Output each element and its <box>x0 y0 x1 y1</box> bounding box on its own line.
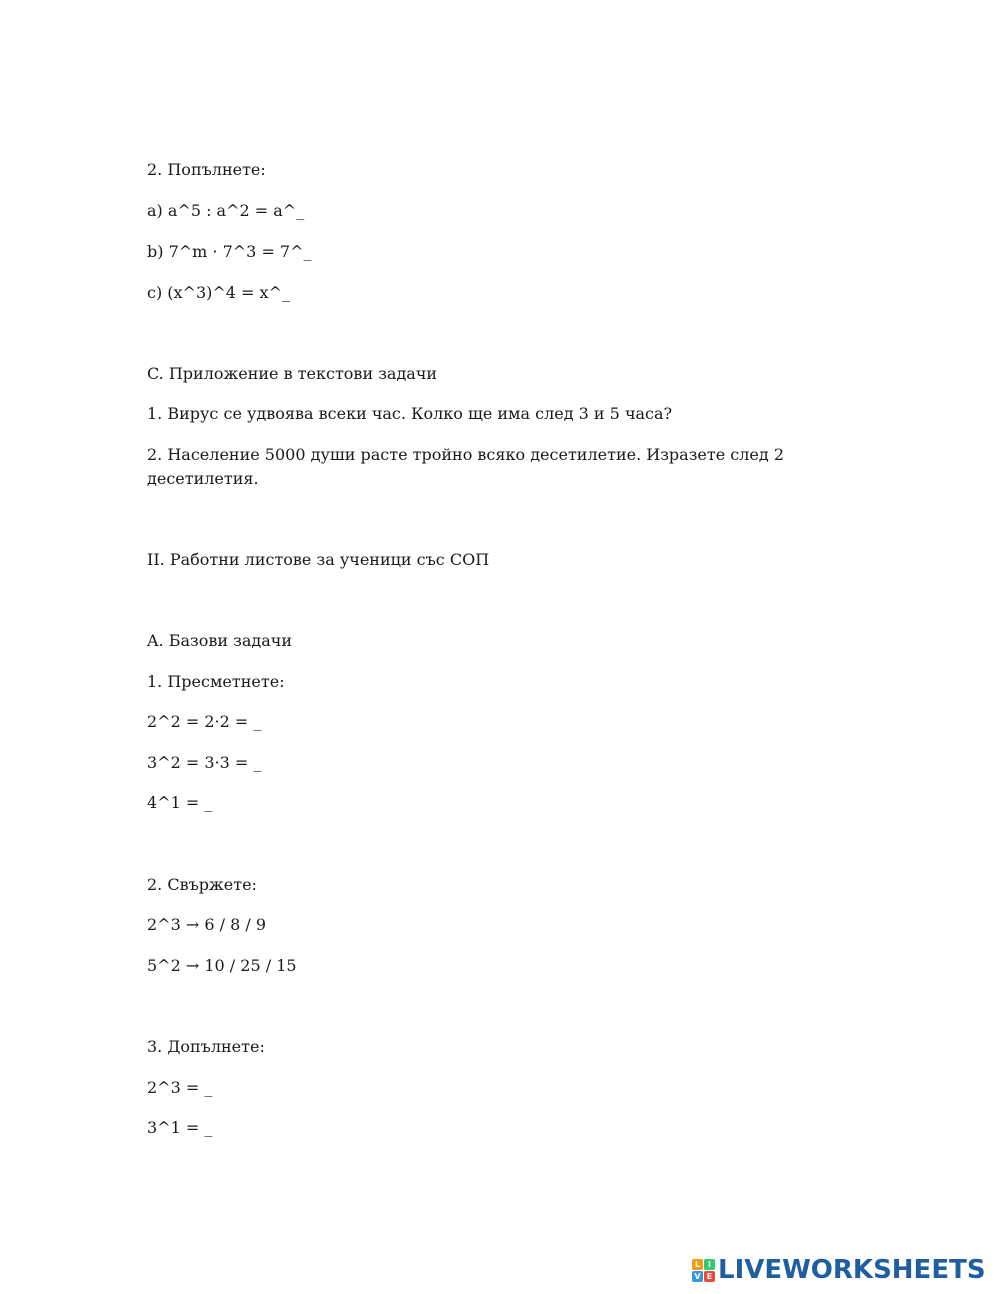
calculate-heading: 1. Пресметнете: <box>147 672 285 691</box>
exercise-b: b) 7^m · 7^3 = 7^_ <box>147 242 312 261</box>
live-badge-icon <box>692 1259 715 1282</box>
exercise-a: a) a^5 : a^2 = a^_ <box>147 201 305 220</box>
complete-line-2: 3^1 = _ <box>147 1118 213 1137</box>
match-heading: 2. Свържете: <box>147 875 257 894</box>
badge-letter-l: L <box>692 1259 703 1270</box>
badge-letter-v: V <box>692 1271 703 1282</box>
match-line-2: 5^2 → 10 / 25 / 15 <box>147 956 297 975</box>
logo-wordmark: LIVEWORKSHEETS <box>718 1255 986 1285</box>
section-a-title: A. Базови задачи <box>147 631 293 650</box>
badge-letter-i: I <box>704 1259 715 1270</box>
word-problem-2: 2. Население 5000 души расте тройно всяко десетилетие. Изразете след 2 десетилетия. <box>147 445 785 488</box>
fill-in-heading: 2. Попълнете: <box>147 160 266 179</box>
calculate-line-2: 3^2 = 3·3 = _ <box>147 753 262 772</box>
liveworksheets-logo <box>692 1254 986 1286</box>
section-c-title: C. Приложение в текстови задачи <box>147 364 438 383</box>
complete-line-1: 2^3 = _ <box>147 1078 213 1097</box>
complete-heading: 3. Допълнете: <box>147 1037 265 1056</box>
calculate-line-1: 2^2 = 2·2 = _ <box>147 712 262 731</box>
match-line-1: 2^3 → 6 / 8 / 9 <box>147 915 267 934</box>
word-problem-1: 1. Вирус се удвоява всеки час. Колко ще има след 3 и 5 часа? <box>147 404 673 423</box>
calculate-line-3: 4^1 = _ <box>147 793 213 812</box>
badge-letter-e: E <box>704 1271 715 1282</box>
part-two-title: II. Работни листове за ученици със СОП <box>147 550 490 569</box>
exercise-c: c) (x^3)^4 = x^_ <box>147 283 290 302</box>
